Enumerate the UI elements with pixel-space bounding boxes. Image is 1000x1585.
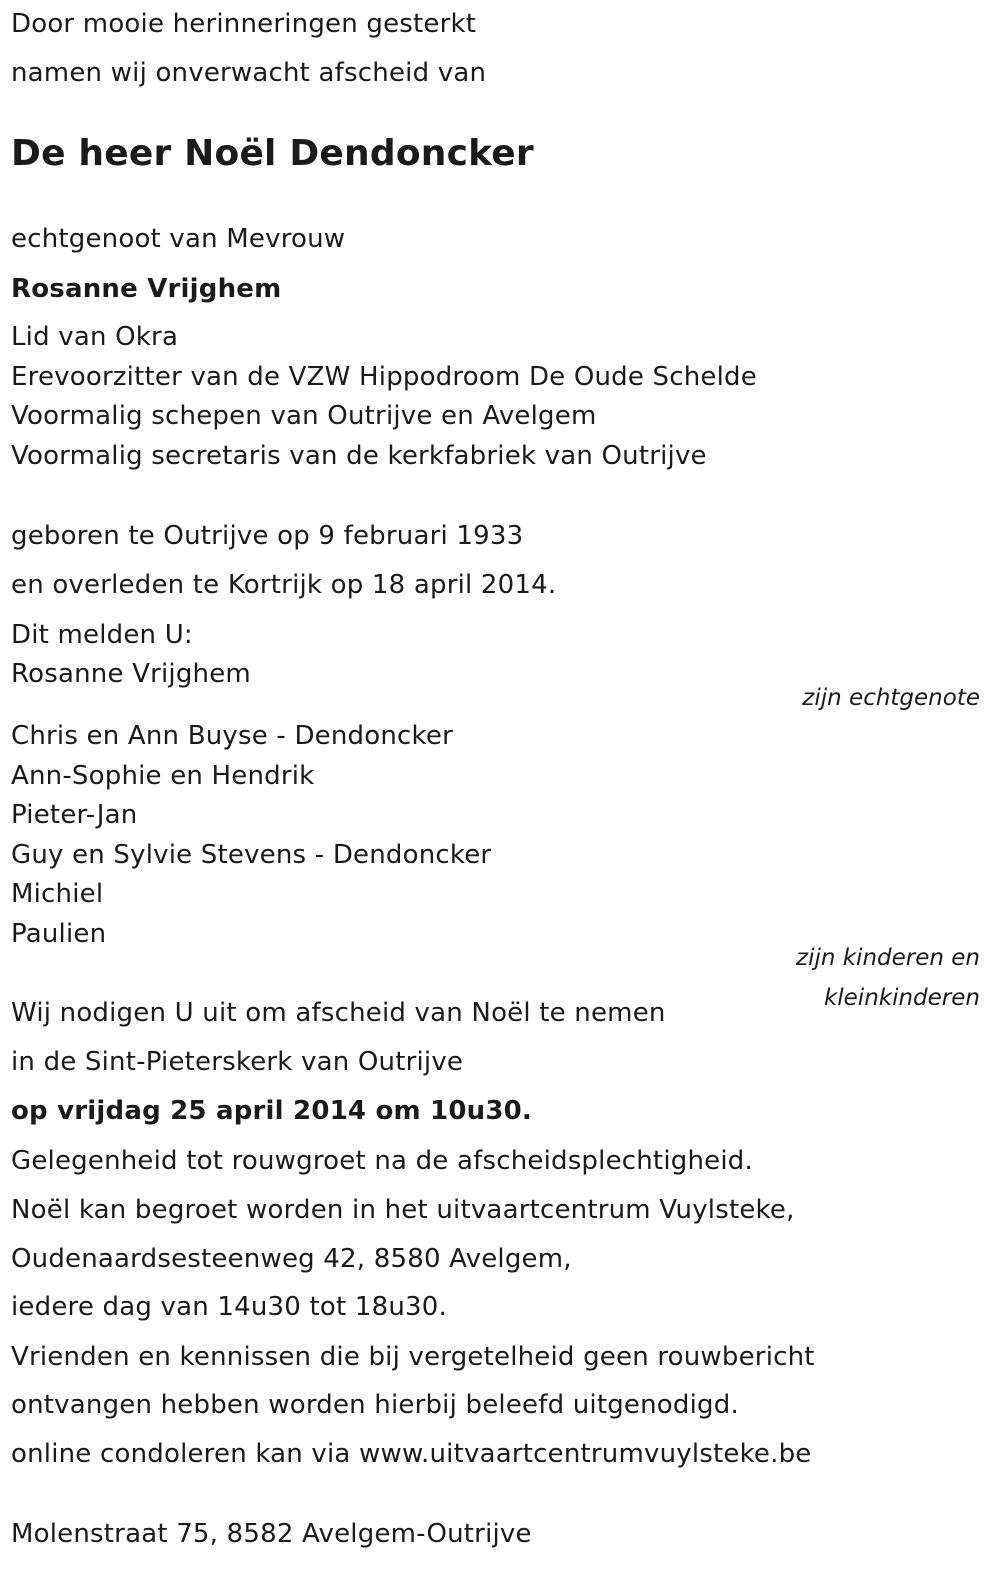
children-relation-line-2: kleinkinderen [823, 985, 980, 1011]
visitation-line-1: Noël kan begroet worden in het uitvaartcentrum Vuylsteke, [11, 1195, 795, 1225]
role-item: Voormalig secretaris van de kerkfabriek van Outrijve [11, 441, 707, 471]
child-item: Michiel [11, 879, 104, 909]
death-date: en overleden te Kortrijk op 18 april 2014. [11, 570, 557, 600]
spouse-prefix: echtgenoot van Mevrouw [11, 224, 346, 254]
birth-date: geboren te Outrijve op 9 februari 1933 [11, 521, 524, 551]
deceased-name: De heer Noël Dendoncker [11, 133, 534, 174]
ceremony-condolence: Gelegenheid tot rouwgroet na de afscheidsplechtigheid. [11, 1146, 753, 1176]
visitation-line-3: iedere dag van 14u30 tot 18u30. [11, 1292, 447, 1322]
notice-line-1: Vrienden en kennissen die bij vergetelheid geen rouwbericht [11, 1342, 815, 1372]
ceremony-invite: Wij nodigen U uit om afscheid van Noël te nemen [11, 998, 666, 1028]
intro-line-2: namen wij onverwacht afscheid van [11, 58, 487, 88]
child-item: Chris en Ann Buyse - Dendoncker [11, 721, 453, 751]
family-address: Molenstraat 75, 8582 Avelgem-Outrijve [11, 1519, 532, 1549]
notice-line-2: ontvangen hebben worden hierbij beleefd uitgenodigd. [11, 1390, 739, 1420]
child-item: Pieter-Jan [11, 800, 138, 830]
child-item: Paulien [11, 919, 107, 949]
role-item: Erevoorzitter van de VZW Hippodroom De Oude Schelde [11, 362, 757, 392]
spouse-name: Rosanne Vrijghem [11, 274, 282, 304]
notice-line-3: online condoleren kan via www.uitvaartcentrumvuylsteke.be [11, 1439, 812, 1469]
spouse-relation: zijn echtgenote [802, 685, 980, 711]
ceremony-location: in de Sint-Pieterskerk van Outrijve [11, 1047, 464, 1077]
child-item: Ann-Sophie en Hendrik [11, 761, 315, 791]
children-relation-line-1: zijn kinderen en [796, 945, 980, 971]
child-item: Guy en Sylvie Stevens - Dendoncker [11, 840, 492, 870]
role-item: Lid van Okra [11, 322, 179, 352]
role-item: Voormalig schepen van Outrijve en Avelgem [11, 401, 597, 431]
ceremony-datetime: op vrijdag 25 april 2014 om 10u30. [11, 1096, 532, 1126]
announcers-heading: Dit melden U: [11, 620, 193, 650]
visitation-line-2: Oudenaardsesteenweg 42, 8580 Avelgem, [11, 1244, 572, 1274]
announcer-spouse: Rosanne Vrijghem [11, 659, 251, 689]
intro-line-1: Door mooie herinneringen gesterkt [11, 9, 477, 39]
